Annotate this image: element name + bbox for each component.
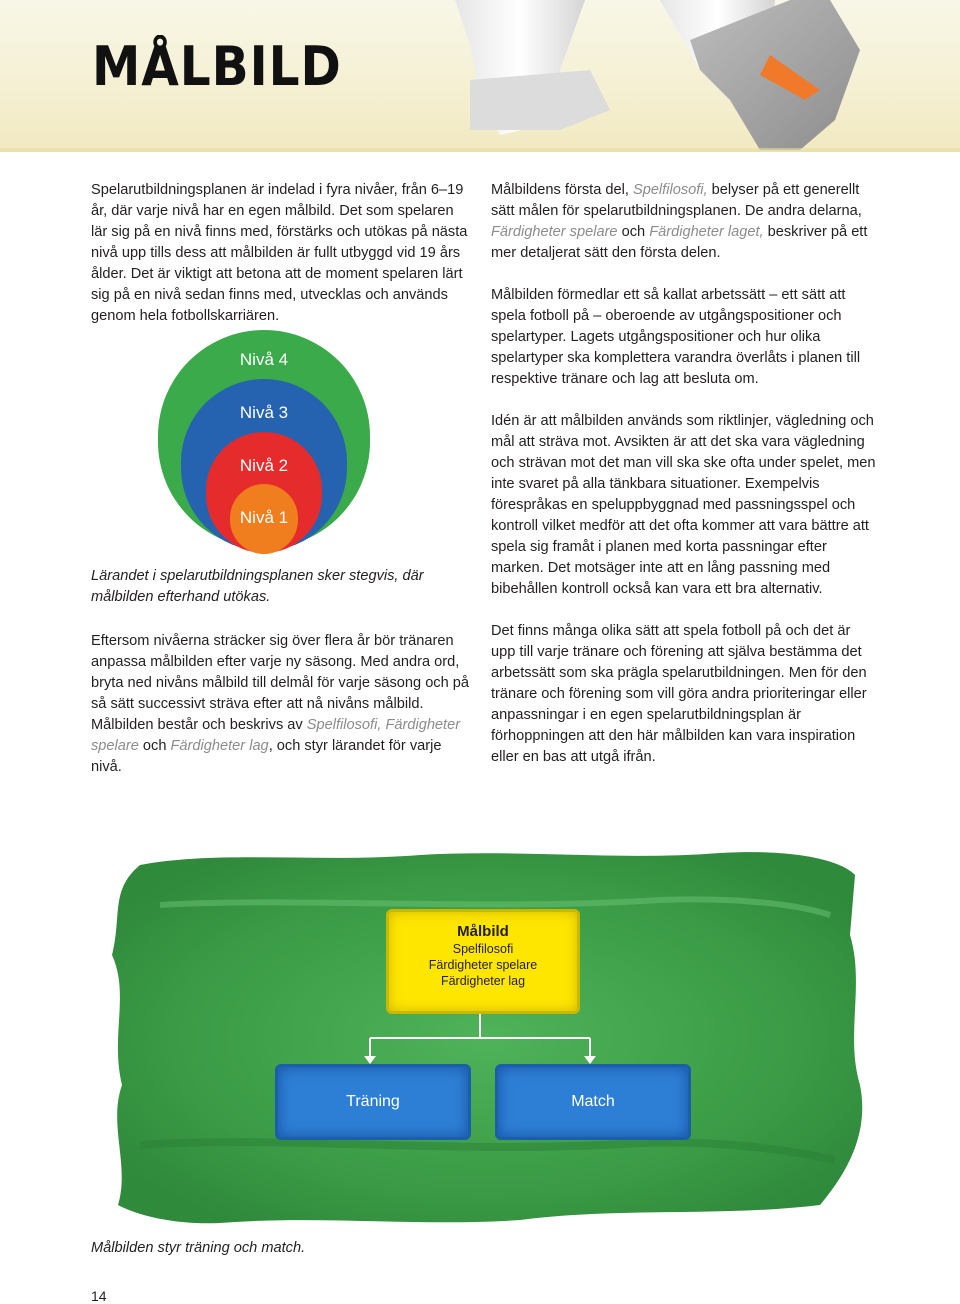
page-number: 14 xyxy=(91,1288,107,1304)
right-paragraph-4: Det finns många olika sätt att spela fotboll på och det är upp till varje tränare och förening att själva bestämma det arbetssätt som ska prägla spelarutbildningen. Men för den tränare och förening som vill göra andra prioriteringar eller anpassningar i en egen spelarutbildningsplan är förhoppningen att den här målbilden kan vara inspiration eller en bas att utgå ifrån. xyxy=(491,623,867,765)
diagram-caption: Målbilden styr träning och match. xyxy=(91,1240,306,1256)
season-paragraph xyxy=(91,631,471,778)
level2-label: Nivå 2 xyxy=(239,456,289,475)
rp1-term-3: Färdigheter laget, xyxy=(649,224,764,240)
rp1-text-4: beskriver på ett mer detaljerat sätt den första delen. xyxy=(491,224,868,261)
goal-line-1: Spelfilosofi xyxy=(452,942,514,956)
left-column-season xyxy=(91,631,471,799)
level1-label: Nivå 1 xyxy=(239,508,289,527)
levels-caption: Lärandet i spelarutbildningsplanen sker stegvis, där målbilden efterhand utökas. xyxy=(91,568,424,605)
rp1-text-2: belyser på ett generellt sätt målen för spelarutbildningsplanen. De andra delarna, xyxy=(491,182,862,219)
season-text-2: och xyxy=(138,738,171,754)
right-column xyxy=(491,180,876,789)
right-paragraph-1 xyxy=(491,180,876,264)
rp1-term-2: Färdigheter spelare xyxy=(491,224,618,240)
season-text-3: , och styr lärandet för varje nivå. xyxy=(91,738,442,775)
diagram-connectors xyxy=(360,1008,600,1068)
season-term-2: Färdigheter lag xyxy=(170,738,269,754)
goal-line-3: Färdigheter lag xyxy=(440,974,526,988)
goal-box xyxy=(386,909,580,1014)
level4-label: Nivå 4 xyxy=(239,350,289,369)
rp1-text-3: och xyxy=(617,224,650,240)
header-photo-band xyxy=(0,0,960,152)
training-box: Träning xyxy=(275,1064,471,1140)
rp1-text-1: Målbildens första del, xyxy=(491,182,633,198)
page-title: MÅLBILD xyxy=(92,35,342,98)
right-paragraph-2: Målbilden förmedlar ett så kallat arbetssätt – ett sätt att spela fotboll på – oberoende av utgångspositioner och spelartyper. Lagets utgångspositioner och hur olika spelartyper ska komplettera varandra överlåts i planen till respektive tränare och lag att besluta om. xyxy=(491,287,861,387)
goal-title: Målbild xyxy=(457,923,509,940)
right-paragraph-3: Idén är att målbilden används som riktlinjer, vägledning och mål att sträva mot. Avsikten är att det ska vara vägledning och strävan mot det man vill ska ske ofta under spelet, men inte svaret på alla tänkbara situationer. Exempelvis förespråkas en speluppbyggnad med passningsspel och kontroll vilket medför att det ofta kommer att vara bättre att spela sig framåt i planen med korta passningar efter marken. Det motsäger inte att en lång passning med bibehållen kontroll också kan vara ett bra alternativ. xyxy=(491,413,876,597)
match-box: Match xyxy=(495,1064,691,1140)
level3-label: Nivå 3 xyxy=(239,403,289,422)
goal-line-2: Färdigheter spelare xyxy=(428,958,538,972)
left-column-intro xyxy=(91,180,471,348)
rp1-term-1: Spelfilosofi, xyxy=(632,182,708,198)
season-text-1: Eftersom nivåerna sträcker sig över flera år bör tränaren anpassa målbilden efter varje ny säsong. Med andra ord, bryta ned nivåns målbild till delmål för varje säsong och på så sätt successivt sträva efter att nå nivåns målbild. Målbilden består och beskrivs av xyxy=(91,633,470,733)
levels-diagram xyxy=(158,330,368,555)
season-term-1: Spelfilosofi, Färdigheter spelare xyxy=(91,717,461,754)
intro-paragraph: Spelarutbildningsplanen är indelad i fyra nivåer, från 6–19 år, där varje nivå har en egen målbild. Det som spelaren lär sig på en nivå finns med, förstärks och utökas på nästa nivå upp tills dess att målbilden är fullt utbyggd vid 19 års ålder. Det är viktigt att betona att de moment spelaren lärt sig på en nivå sedan finns med, utvecklas och används genom hela fotbollskarriären. xyxy=(91,182,468,324)
